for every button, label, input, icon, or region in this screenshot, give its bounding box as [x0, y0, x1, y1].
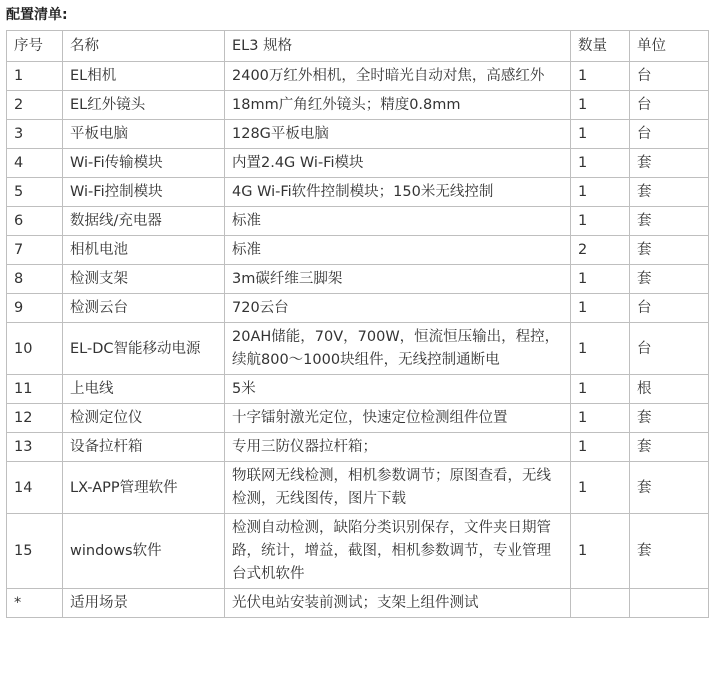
- cell-no: 7: [7, 236, 63, 265]
- cell-no: 1: [7, 62, 63, 91]
- cell-name: 检测定位仪: [63, 404, 225, 433]
- cell-no: 5: [7, 178, 63, 207]
- cell-name: EL红外镜头: [63, 91, 225, 120]
- cell-qty: 1: [571, 375, 630, 404]
- table-row: [7, 236, 709, 265]
- cell-qty: 1: [571, 294, 630, 323]
- cell-unit: 套: [630, 207, 709, 236]
- cell-name: 数据线/充电器: [63, 207, 225, 236]
- cell-name: 检测支架: [63, 265, 225, 294]
- cell-no: 10: [7, 323, 63, 375]
- cell-unit: 台: [630, 294, 709, 323]
- table-row: [7, 294, 709, 323]
- cell-name: 检测云台: [63, 294, 225, 323]
- cell-spec: 标准: [225, 236, 571, 265]
- cell-spec: 3m碳纤维三脚架: [225, 265, 571, 294]
- cell-qty: 1: [571, 62, 630, 91]
- table-row: [7, 178, 709, 207]
- cell-unit: [630, 589, 709, 618]
- cell-spec: 720云台: [225, 294, 571, 323]
- cell-qty: 1: [571, 149, 630, 178]
- table-row: [7, 120, 709, 149]
- header-qty: 数量: [571, 31, 630, 62]
- config-table: [6, 30, 709, 618]
- cell-no: 11: [7, 375, 63, 404]
- cell-name: 适用场景: [63, 589, 225, 618]
- cell-unit: 套: [630, 265, 709, 294]
- cell-unit: 台: [630, 323, 709, 375]
- table-row: [7, 91, 709, 120]
- cell-unit: 套: [630, 404, 709, 433]
- table-row: [7, 514, 709, 589]
- cell-no: 8: [7, 265, 63, 294]
- table-row: [7, 462, 709, 514]
- cell-qty: 1: [571, 120, 630, 149]
- cell-unit: 套: [630, 462, 709, 514]
- cell-unit: 套: [630, 149, 709, 178]
- cell-spec: 检测自动检测，缺陷分类识别保存，文件夹日期管路，统计，增益，截图，相机参数调节，专业管理台式机软件: [225, 514, 571, 589]
- header-no: 序号: [7, 31, 63, 62]
- cell-unit: 套: [630, 514, 709, 589]
- header-name: 名称: [63, 31, 225, 62]
- cell-spec: 专用三防仪器拉杆箱；: [225, 433, 571, 462]
- cell-name: 上电线: [63, 375, 225, 404]
- cell-unit: 套: [630, 433, 709, 462]
- cell-qty: 1: [571, 91, 630, 120]
- header-unit: 单位: [630, 31, 709, 62]
- cell-spec: 128G平板电脑: [225, 120, 571, 149]
- cell-no: 9: [7, 294, 63, 323]
- cell-name: 平板电脑: [63, 120, 225, 149]
- cell-qty: 1: [571, 433, 630, 462]
- cell-no: 4: [7, 149, 63, 178]
- cell-spec: 20AH储能，70V，700W，恒流恒压输出，程控，续航800～1000块组件，无线控制通断电: [225, 323, 571, 375]
- cell-unit: 套: [630, 178, 709, 207]
- cell-no: 12: [7, 404, 63, 433]
- cell-name: windows软件: [63, 514, 225, 589]
- cell-unit: 根: [630, 375, 709, 404]
- cell-spec: 2400万红外相机，全时暗光自动对焦，高感红外: [225, 62, 571, 91]
- cell-qty: 2: [571, 236, 630, 265]
- cell-qty: 1: [571, 462, 630, 514]
- cell-name: 设备拉杆箱: [63, 433, 225, 462]
- table-row: [7, 589, 709, 618]
- cell-spec: 十字镭射激光定位，快速定位检测组件位置: [225, 404, 571, 433]
- cell-spec: 18mm广角红外镜头；精度0.8mm: [225, 91, 571, 120]
- header-spec: EL3 规格: [225, 31, 571, 62]
- table-row: [7, 323, 709, 375]
- cell-spec: 物联网无线检测，相机参数调节；原图查看，无线检测，无线图传，图片下载: [225, 462, 571, 514]
- cell-spec: 4G Wi-Fi软件控制模块；150米无线控制: [225, 178, 571, 207]
- table-row: [7, 207, 709, 236]
- cell-no: 14: [7, 462, 63, 514]
- cell-no: 6: [7, 207, 63, 236]
- table-row: [7, 149, 709, 178]
- cell-no: 13: [7, 433, 63, 462]
- table-row: [7, 62, 709, 91]
- cell-qty: 1: [571, 265, 630, 294]
- cell-no: *: [7, 589, 63, 618]
- cell-no: 2: [7, 91, 63, 120]
- cell-qty: 1: [571, 207, 630, 236]
- cell-no: 3: [7, 120, 63, 149]
- cell-qty: 1: [571, 404, 630, 433]
- cell-qty: 1: [571, 323, 630, 375]
- cell-spec: 标准: [225, 207, 571, 236]
- table-row: [7, 375, 709, 404]
- cell-name: LX-APP管理软件: [63, 462, 225, 514]
- table-row: [7, 433, 709, 462]
- cell-spec: 内置2.4G Wi-Fi模块: [225, 149, 571, 178]
- cell-qty: [571, 589, 630, 618]
- cell-name: EL-DC智能移动电源: [63, 323, 225, 375]
- list-title: 配置清单:: [6, 7, 68, 23]
- cell-spec: 光伏电站安装前测试；支架上组件测试: [225, 589, 571, 618]
- cell-unit: 台: [630, 62, 709, 91]
- cell-qty: 1: [571, 514, 630, 589]
- cell-spec: 5米: [225, 375, 571, 404]
- cell-qty: 1: [571, 178, 630, 207]
- cell-unit: 套: [630, 236, 709, 265]
- cell-no: 15: [7, 514, 63, 589]
- cell-unit: 台: [630, 91, 709, 120]
- cell-name: Wi-Fi传输模块: [63, 149, 225, 178]
- cell-name: Wi-Fi控制模块: [63, 178, 225, 207]
- table-row: [7, 404, 709, 433]
- cell-name: EL相机: [63, 62, 225, 91]
- cell-name: 相机电池: [63, 236, 225, 265]
- table-header-row: [7, 31, 709, 62]
- cell-unit: 台: [630, 120, 709, 149]
- table-row: [7, 265, 709, 294]
